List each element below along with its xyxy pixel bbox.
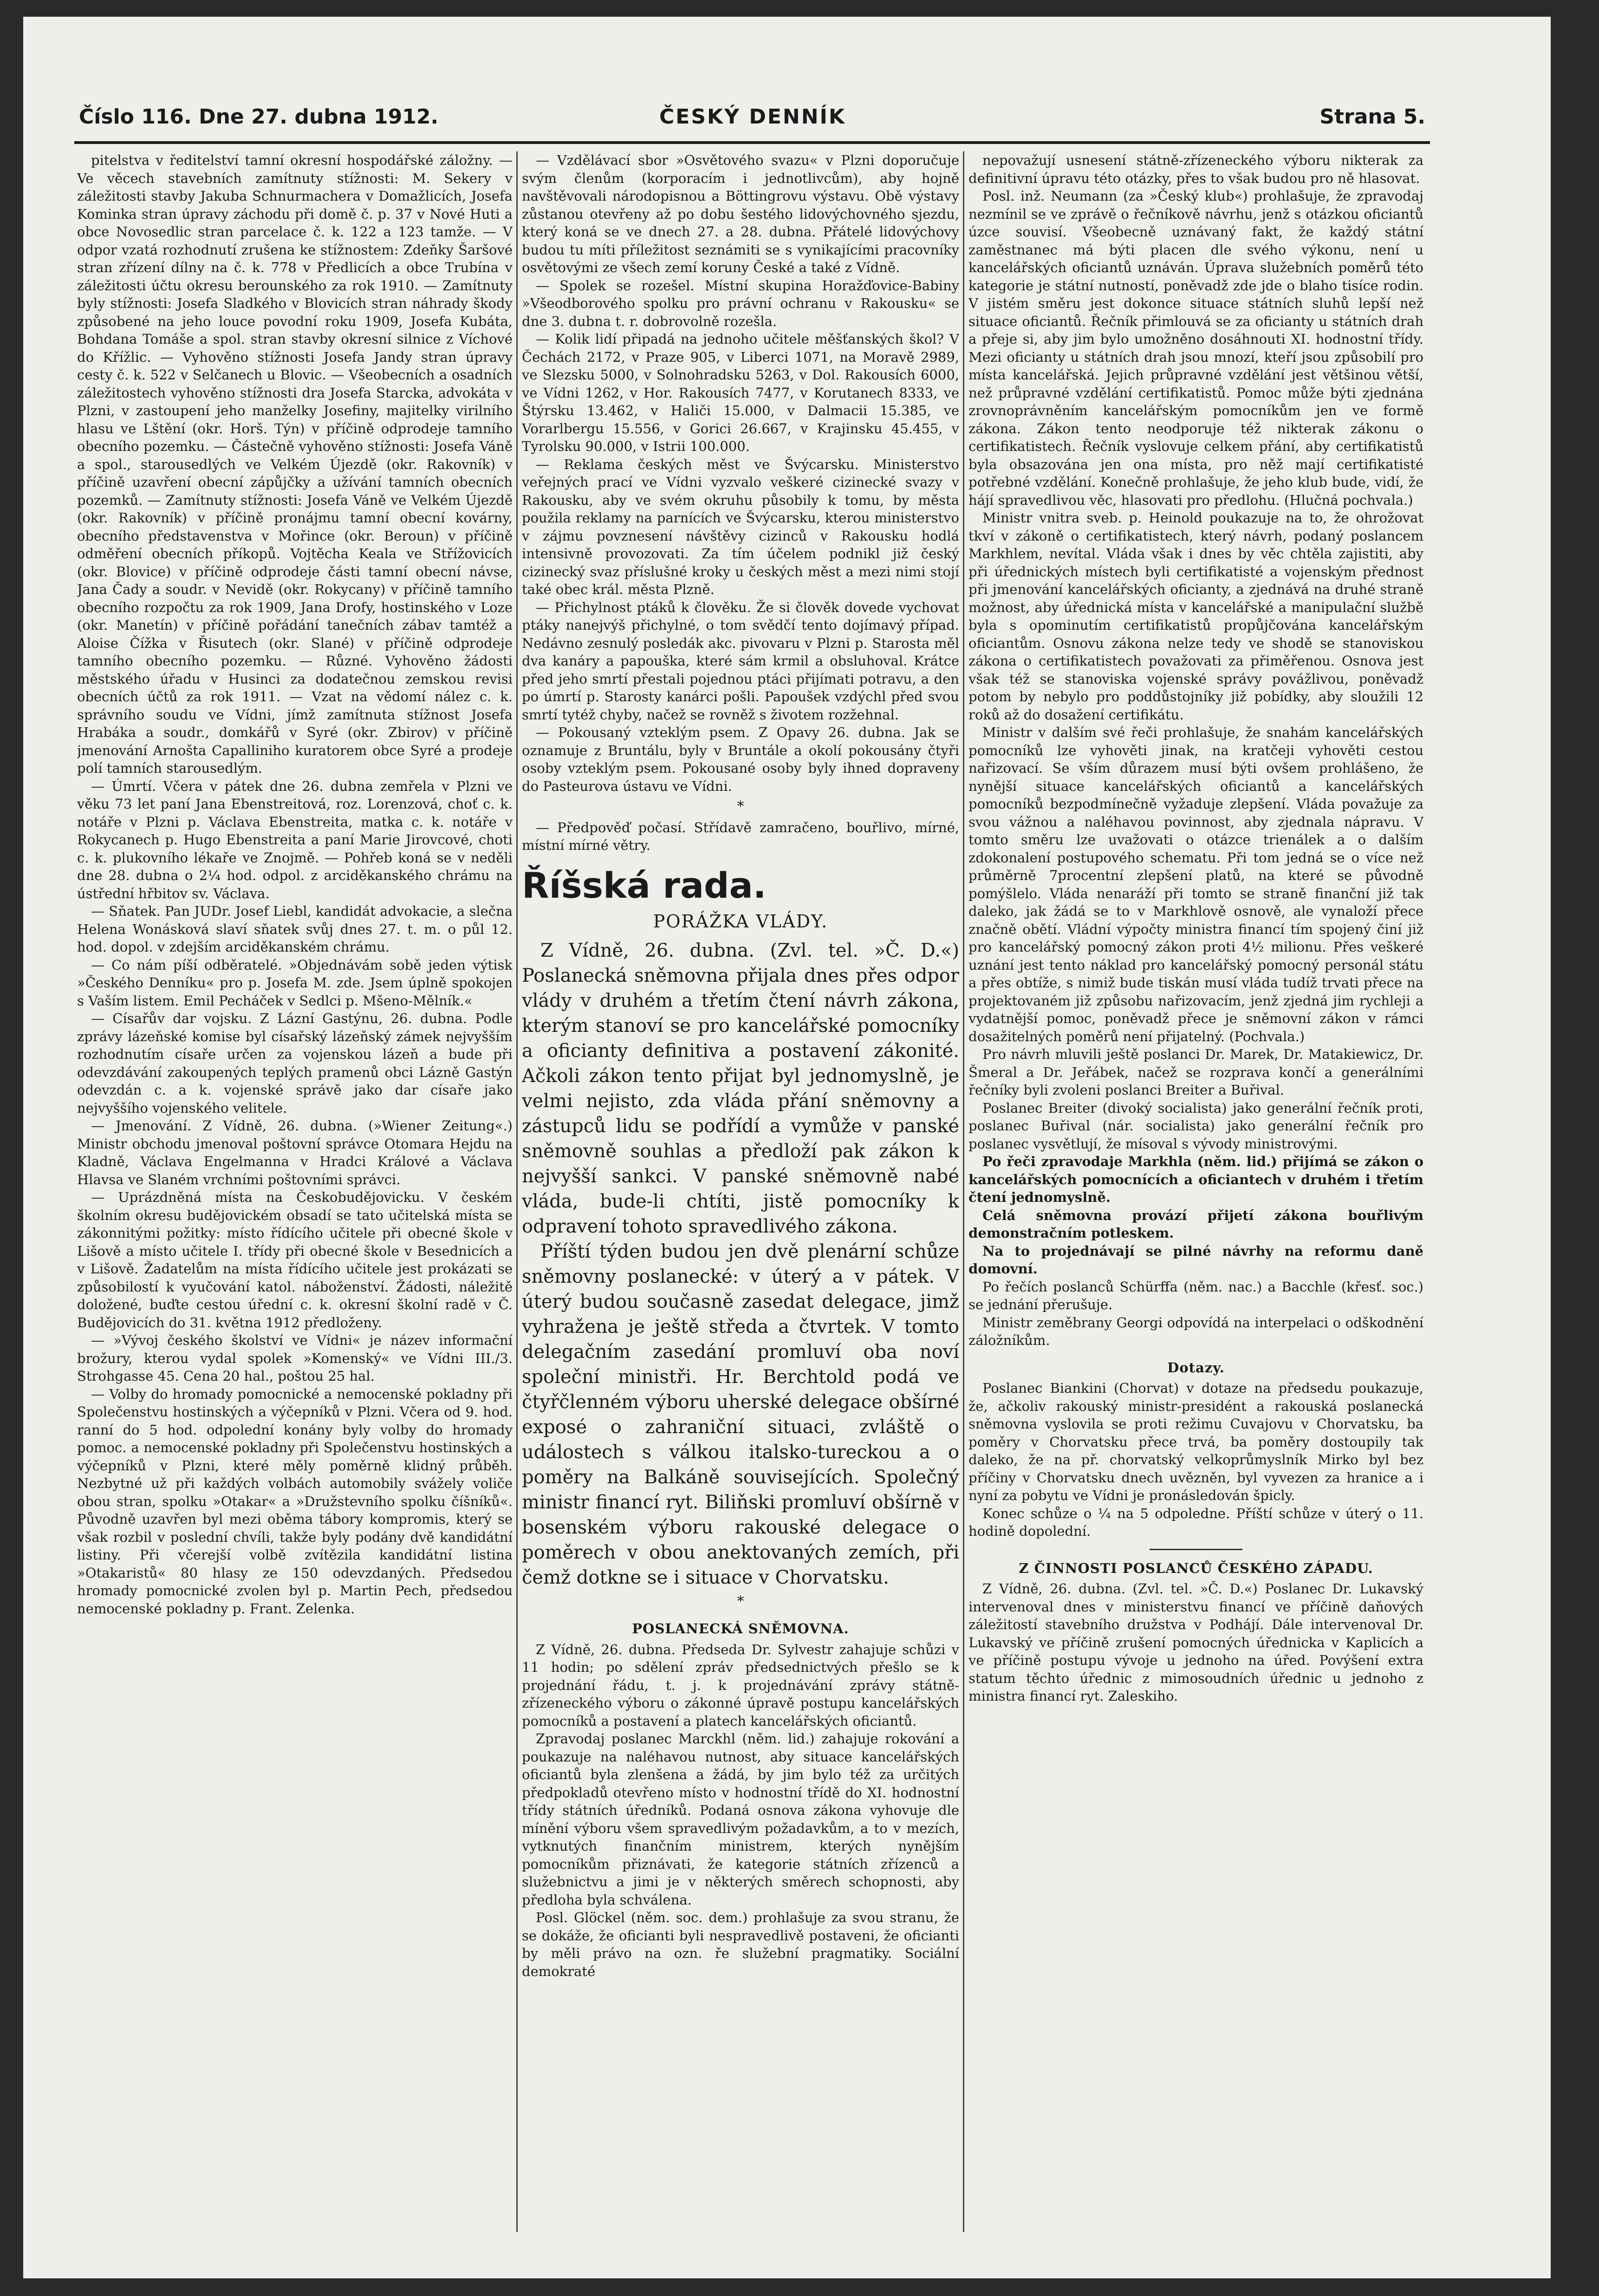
column-3 (968, 151, 1424, 2232)
article-paragraph: Ministr zeměbrany Georgi odpovídá na interpelaci o odškodnění záložníkům. (968, 1314, 1424, 1348)
separator-star: * (737, 798, 744, 815)
column-divider (963, 151, 964, 2232)
article-paragraph: Pro návrh mluvili ještě poslanci Dr. Marek, Dr. Matakiewicz, Dr. Šmeral a Dr. Jeřábek, načež se rozprava končí a generálními řečníky byli zvoleni poslanci Breiter a Buřival. (968, 1046, 1424, 1098)
page-number: Strana 5. (1320, 105, 1425, 129)
article-paragraph: — Přichylnost ptáků k člověku. Že si člověk dovede vychovat ptáky nanejvýš přichylné, o tom svědčí tento dojímavý případ. Nedávno zesnulý posledák akc. pivovaru v Plzni p. Starosta měl dva kanáry a papouška, které sám krmil a obsluhoval. Krátce před jeho smrtí přestali pojednou ptáci přijímati potravu, a den po úmrtí p. Starosty kanárci pošli. Papoušek vzdýchl před svou smrtí tytéž chyby, načež se rovněž s životem rozžehnal. (522, 599, 959, 723)
article-paragraph: Poslanec Biankini (Chorvat) v dotaze na předsedu poukazuje, že, ačkoliv rakouský ministr-presidént a rakouská poslanecká sněmovna vyslovila se proti režimu Cuvajovu v Chorvatsku, ba poměry v Chorvatsku přece trvá, ba poměry dostoupily tak daleko, že na př. chorvatský velkoprůmyslník Mirko byl bez příčiny v Chorvatsku dnech uvězněn, byl vyvezen za hranice a i nyní za pobytu ve Vídni je pronásledován špicly. (968, 1380, 1424, 1503)
article-paragraph: — Co nám píší odběratelé. »Objednávám sobě jeden výtisk »Českého Denníku« pro p. Josefa M. zde. Jsem úplně spokojen s Vaším listem. Emil Pecháček v Sedlci p. Mšeno-Mělník.« (77, 957, 513, 1009)
column-2 (522, 151, 959, 2232)
column-divider (516, 151, 518, 2232)
paper-name: ČESKÝ DENNÍK (659, 105, 846, 129)
article-paragraph: — Reklama českých měst ve Švýcarsku. Ministerstvo veřejných prací ve Vídni vyzvalo veškeré cizinecké svazy v Rakousku, aby ve svém okruhu působily k tomu, by města použila reklamy na parnících ve Švýcarsku, kterou ministerstvo v zájmu povznesení návštěvy cizinců v Rakousku hodlá intensivně provozovati. Za tím účelem podnikl již český cizinecký svaz příslušné kroky u českých měst a mezi nimi stojí také obec král. města Plzně. (522, 456, 959, 597)
article-paragraph: — Vzdělávací sbor »Osvětového svazu« v Plzni doporučuje svým členům (korporacím i jednotlivcům), aby hojně navštěvovali národopisnou a Böttingrovu výstavu. Obě výstavy zůstanou otevřeny až po dobu šestého lidovýchovného sjezdu, který koná se ve dnech 27. a 28. dubna. Přátelé lidovýchovy budou tu míti příležitost seznámiti se s vynikajícími pracovníky osvětovými ze všech zemí koruny České a také z Vídně. (522, 152, 959, 275)
article-paragraph: Z Vídně, 26. dubna. (Zvl. tel. »Č. D.«) Poslanec Dr. Lukavský intervenoval dnes v ministerstvu financí ve příčině daňových záležitostí stavebního družstva v Podhájí. Dále intervenoval Dr. Lukavský ve příčině zrušení pomocných úřednicka v Kaplicích a ve příčině postupu vývoje u jednoho na úřed. Povýšení extra statum těchto úřednic z mimosoudních úřednic u jednoho z ministra financí ryt. Zaleskiho. (968, 1581, 1424, 1704)
lead-article (522, 938, 959, 1590)
article-paragraph: — Předpověď počasí. Střídavě zamračeno, bouřlivo, mírné, místní mírné větry. (522, 819, 959, 853)
article-paragraph: — Uprázdněná místa na Českobudějovicku. V českém školním okresu budějovickém obsadí se tato učitelská místa se zákonnitými požitky: místo řídícího učitele při obecné škole v Lišově a místo učitele I. třídy při obecné škole v Besednicích a v Lišově. Žadatelům na místa řídícího učitele jest prokázati se způsobilostí k vyučování katol. náboženství. Žádosti, náležitě doložené, buďte cestou úřední c. k. okresní školní radě v Č. Budějovicích do 31. května 1912 předloženy. (77, 1189, 513, 1331)
subsection-heading: Dotazy. (1167, 1359, 1225, 1376)
article-paragraph: Na to projednávají se pilné návrhy na reformu daně domovní. (968, 1243, 1424, 1277)
article-paragraph: Zpravodaj poslanec Marckhl (něm. lid.) zahajuje rokování a poukazuje na naléhavou nutnost, aby situace kancelářských oficiantů byla zlenšena a žádá, by jim bylo též za určitých předpokladů otevřeno místo v hodnostní třídě do XI. hodnostní třídy státních úředníků. Podaná osnova zákona vyhovuje dle mínění výboru všem spravedlivým požadavkům, a to v mezích, vytknutých finančním ministrem, kterých nynějším pomocníkům přiznávati, že kategorie státních zřízenců a služebnictvu a jimi je v některých směrech schopnosti, aby předloha byla schválena. (522, 1731, 959, 1908)
article-paragraph: — »Vývoj českého školství ve Vídni« je název informační brožury, kterou vydal spolek »Komenský« ve Vídni III./3. Strohgasse 45. Cena 20 hal., poštou 25 hal. (77, 1332, 513, 1384)
divider (1150, 1549, 1242, 1550)
issue-date: Číslo 116. Dne 27. dubna 1912. (79, 105, 439, 129)
article-paragraph: Poslanec Breiter (divoký socialista) jako generální řečník proti, poslanec Buřival (nár. socialista) jako generální řečník pro poslanec vysvětlují, že mísoval s vývody ministrovými. (968, 1100, 1424, 1152)
article-paragraph: nepovažují usnesení státně-zřízeneckého výboru nikterak za definitivní úpravu této otázky, přes to však budou pro ně hlasovat. (968, 152, 1424, 186)
header-rule (74, 141, 1430, 144)
article-paragraph: pitelstva v ředitelství tamní okresní hospodářské záložny. — Ve věcech stavebních zamítnuty stížnosti: M. Sekery v záležitosti stavby Jakuba Schnurmachera v Domažlicích, Josefa Kominka stran úpravy záchodu při domě č. p. 37 v Nové Huti a obce Novosedlic stran parcelace č. k. 122 a 123 tamže. — V odpor vzatá rozhodnutí zrušena ke stížnostem: Zdeňky Šaršové stran zřízení dílny na č. k. 778 v Předlicích a obce Trubína v záležitosti účtu okresu berounského za rok 1910. — Zamítnuty byly stížnosti: Josefa Sladkého v Blovicích stran náhrady škody způsobené na jeho louce povodní roku 1909, Josefa Kubáta, Bohdana Tomáše a spol. stran stavby okresní silnice z Víchové do Křížlic. — Vyhověno stížnosti Josefa Jandy stran úpravy cesty č. k. 522 v Selčanech u Blovic. — Všeobecních a osadních záležitostech vyhověno stížnosti dra Josefa Starcka, advokáta v Plzni, v zastoupení jeho manželky Josefiny, majitelky virilního hlasu ve Lštění (okr. Horš. Týn) v příčině odprodeje tamního obecního pozemku. — Částečně vyhověno stížnosti: Josefa Váně a spol., starousedlých ve Velkém Újezdě (okr. Rakovník) v příčině uzavření obecní zápůjčky a užívání tamních obecních pozemků. — Zamítnuty stížnosti: Josefa Váně ve Velkém Újezdě (okr. Rakovník) v příčině pronájmu tamní obecní kovárny, obecního představenstva v Mořince (okr. Beroun) v příčině odměření obecních příkopů. Vojtěcha Keala ve Střížovicích (okr. Blovice) v příčině odprodeje části tamní obecní návse, Jana Čady a soudr. v Nevidě (okr. Rokycany) v příčině tamního obecního rozpočtu za rok 1909, Jana Drofy, hostinského v Loze (okr. Manetín) v příčině pořádání tanečních zábav tamtéž a Aloise Čížka v Řisutech (okr. Slané) v příčině odprodeje tamního obecního pozemku. — Různé. Vyhověno žádosti městského úřadu v Husinci za dodatečnou zemskou revisi obecních účtů za rok 1911. — Vzat na vědomí nález c. k. správního soudu ve Vídni, jímž zamítnuta stížnost Josefa Hrabáka a soudr., domkářů v Syré (okr. Zbirov) v příčině jmenování Arnošta Capalliniho kuratorem obce Syré a prodeje polí tamních starousedlým. (77, 152, 513, 776)
article-paragraph: — Volby do hromady pomocnické a nemocenské pokladny při Společenstvu hostinských a výčepníků v Plzni. Včera od 9. hod. ranní do 5 hod. odpolední konány byly volby do hromady pomoc. a nemocenské pokladny při Společenstvu hostinských a výčepníků v Plzni, které měly poměrně klidný průběh. Nezbytné už při každých volbách automobily svážely voliče obou stran, spolku »Otakar« a »Družstevního spolku číšníků«. Původně uzavřen byl mezi oběma tábory kompromis, který se však rozbil v poslední chvíli, takže byly podány dvě kandidátní listiny. Při včerejší volbě zvítězila kandidátní listina »Otakaristů« 80 hlasy ze 150 odevzdaných. Předsedou hromady pomocnické zvolen byl p. Martin Pech, předsedou nemocenské pokladny p. Frant. Zelenka. (77, 1386, 513, 1617)
article-paragraph: Celá sněmovna provází přijetí zákona bouřlivým demonstračním potleskem. (968, 1207, 1424, 1241)
article-heading: PORÁŽKA VLÁDY. (653, 911, 828, 932)
article-paragraph: Z Vídně, 26. dubna. Předseda Dr. Sylvestr zahajuje schůzi v 11 hodin; po sdělení zpráv předsednictvých přešlo se k projednání řádu, t. j. k projednávání zprávy státně-zřízeneckého výboru o zákonné úpravě postupu kancelářských pomocníků a postavení a platech kancelářských oficiantů. (522, 1641, 959, 1729)
subsection-heading: Z ČINNOSTI POSLANCŮ ČESKÉHO ZÁPADU. (1019, 1560, 1373, 1576)
subsection-heading: POSLANECKÁ SNĚMOVNA. (632, 1621, 849, 1637)
separator-star: * (737, 1593, 744, 1610)
article-paragraph: — Sňatek. Pan JUDr. Josef Liebl, kandidát advokacie, a slečna Helena Wonásková slaví sňatek svůj dnes 27. t. m. o půl 12. hod. dopol. v zdejším arciděkanském chrámu. (77, 903, 513, 955)
article-paragraph: — Úmrtí. Včera v pátek dne 26. dubna zemřela v Plzni ve věku 73 let paní Jana Ebenstreitová, roz. Lorenzová, choť c. k. notáře v Plzni p. Václava Ebenstreita, matka c. k. notáře v Rokycanech p. Hugo Ebenstreita a paní Marie Jirovcové, choti c. k. plukovního lékaře ve Znojmě. — Pohřeb koná se v neděli dne 28. dubna o 2¼ hod. odpol. z arciděkanského chrámu na ústřední hřbitov sv. Václava. (77, 778, 513, 901)
article-paragraph: Po řeči zpravodaje Markhla (něm. lid.) přijímá se zákon o kancelářských pomocnících a oficiantech v druhém i třetím čtení jednomyslně. (968, 1154, 1424, 1205)
article-paragraph: — Kolik lidí připadá na jednoho učitele měšťanských škol? V Čechách 2172, v Praze 905, v Liberci 1071, na Moravě 2989, ve Slezsku 5000, v Solnohradsku 5263, v Dol. Rakousích 6000, ve Vídni 1262, v Hor. Rakousích 7477, v Korutanech 8333, ve Štýrsku 13.462, v Haliči 15.000, v Dalmacii 15.385, ve Vorarlbergu 15.556, v Gorici 26.667, v Krajinsku 45.455, v Tyrolsku 90.000, v Istrii 100.000. (522, 331, 959, 454)
newspaper-page (23, 17, 1551, 2278)
article-paragraph: — Jmenování. Z Vídně, 26. dubna. (»Wiener Zeitung«.) Ministr obchodu jmenoval poštovní správce Otomara Hejdu na Kladně, Václava Engelmanna v Hradci Králové a Václava Hlavsa ve Slaném vrchními poštovními správci. (77, 1118, 513, 1187)
section-heading: Říšská rada. (522, 864, 767, 906)
lead-paragraph: Z Vídně, 26. dubna. (Zvl. tel. »Č. D.«) Poslanecká sněmovna přijala dnes přes odpor vlády v druhém a třetím čtení návrh zákona, kterým stanoví se pro kancelářské pomocníky a oficianty definitiva a postavení zákonité. Ačkoli zákon tento přijat byl jednomyslně, je velmi nejisto, zda vláda přání sněmovny a zástupců lidu se podřídí a vymůže v panské sněmovně souhlas a předloží pak zákon k nejvyšší sankci. V panské sněmovně nabé vláda, bude-li chtíti, jistě pomocníky k odpravení tohoto spravedlivého zákona. (522, 939, 959, 1237)
lead-paragraph: Příští týden budou jen dvě plenární schůze sněmovny poslanecké: v úterý a v pátek. V úterý budou současně zasedat delegace, jimž vyhražena je ještě středa a čtvrtek. V tomto delegačním zasedání promluví oba noví společní ministři. Hr. Berchtold podá ve čtyřčlenném výboru uherské delegace obšírné exposé o zahraniční situaci, zvláště o událostech s válkou italsko-tureckou a o poměry na Balkáně souvisejících. Společný ministr financí ryt. Biliňski promluví obšírně v bosenském výboru rakouské delegace o poměrech v obou anektovaných zemích, při čemž dotkne se i situace v Chorvatsku. (522, 1240, 959, 1588)
article-paragraph: Ministr v dalším své řeči prohlašuje, že snahám kancelářských pomocníků lze vyhověti jinak, na kratčeji vyhověti cestou nařizovací. Se vším důrazem musí býti ovšem prohlášeno, že nynější situace kancelářských oficiantů a kancelářských pomocníků bezpodmínečně vyžaduje zlepšení. Vláda považuje za svou vážnou a naléhavou povinnost, aby zjednala nápravu. V tomto směru lze uvažovati o otázce trienálek a o dalším zdokonalení postupového schematu. Při tom jedná se o více než průměrně 7procentní zlepšení platů, na které se původně pomýšlelo. Vláda nenaráží při tomto se straně finanční již tak daleko, jak žádá se to v Markhlově osnově, ale vynaloží přece značně obětí. Vládní výpočty ministra financí tím spojený činí již pro kancelářský pomocný zákon proti 4½ milionu. Přes veškeré uznání jest tento náklad pro kancelářský pomocný personál státu a přes obtíže, s nimiž bude tiskán musí vláda tudíž trvati přece na projektovaném již způsobu nařizovacím, jenž zjedná jim rychleji a vydatnější pomoc, poněvadž přece je sněmovní zákon v rámci dosažitelných poměrů není přijatelný. (Pochvala.) (968, 724, 1424, 1044)
masthead (79, 105, 1425, 137)
article-paragraph: — Pokousaný vzteklým psem. Z Opavy 26. dubna. Jak se oznamuje z Bruntálu, byly v Bruntále a okolí pokousány čtyři osoby vzteklým psem. Pokousané osoby byly ihned dopraveny do Pasteurova ústavu ve Vídni. (522, 724, 959, 794)
article-paragraph: Ministr vnitra sveb. p. Heinold poukazuje na to, že ohrožovat tkví v zákoně o certifikatistech, který návrh, podaný poslancem Markhlem, nevítal. Vláda však i dnes by věc chtěla zajistiti, aby při úřednických místech byli certifikatisté a vojenským přednost při jmenování kancelářských oficianty, a zjednává na druhé straně možnost, aby úřednická místa v kancelářské a manipulační službě byla s opominutím certifikatistů propůjčována kancelářským oficiantům. Osnovu zákona nelze tedy ve shodě se stanoviskou zákona o certifikatistech považovati za přiměřenou. Osnova jest však též se stanoviska vojenské správy povážlivou, poněvadž potom by nebylo pro poddůstojníky již pobídky, aby sloužili 12 roků až do dosažení certifikátu. (968, 510, 1424, 723)
article-paragraph: Po řečích poslanců Schürffa (něm. nac.) a Bacchle (křesť. soc.) se jednání přerušuje. (968, 1278, 1424, 1312)
column-1 (77, 151, 513, 2232)
article-paragraph: Posl. inž. Neumann (za »Český klub«) prohlašuje, že zpravodaj nezmínil se ve zprávě o řečníkově návrhu, jenž s otázkou oficiantů úzce souvisí. Všeobecně uznávaný fakt, že každý státní zaměstnanec má býti placen dle svého výkonu, není u kancelářských oficiantů uznáván. Úprava služebních poměrů této kategorie je státní nutností, poněvadž zde jde o blaho tisíce rodin. V jistém směru jest dokonce situace státních sluhů lepší než situace oficiantů. Řečník přimlouvá se za oficianty u státních drah a přeje si, aby jim bylo umožněno dosáhnouti XI. hodnostní třídy. Mezi oficianty u státních drah jsou mnozí, kteří jsou způsobilí pro místa kancelářská. Jejich průpravné vzdělání jest většinou větší, než průpravné vzdělání certifikatistů. Pomoc může býti zjednána zrovnoprávněním kancelářským pomocníkům jen ve formě zákona. Zákon tento neodporuje též nikterak zákonu o certifikatistech. Řečník vyslovuje celkem přání, aby certifikatistů byla obsazována jen ona místa, pro něž mají certifikatisté potřebné vzdělání. Konečně prohlašuje, že jeho klub bude, vidí, že hájí spravedlivou věc, hlasovati pro předlohu. (Hlučná pochvala.) (968, 188, 1424, 508)
article-paragraph: — Císařův dar vojsku. Z Lázní Gastýnu, 26. dubna. Podle zprávy lázeňské komise byl císařský lázeňský zámek nejvyšším rozhodnutím císaře určen za vojenskou lázeň a bude při odevzdávání zakoupených teplých pramenů obci Lázně Gastýn odevzdán c. a k. vojenské správě jako dar císaře jako nejvyššího vojenského velitele. (77, 1011, 513, 1116)
article-paragraph: Posl. Glöckel (něm. soc. dem.) prohlašuje za svou stranu, že se dokáže, že oficianti byli nespravedlivě postaveni, že oficianti by měli právo na ozn. ře služební pragmatiky. Sociální demokraté (522, 1910, 959, 1979)
article-paragraph: Konec schůze o ¼ na 5 odpoledne. Příští schůze v úterý o 11. hodině dopolední. (968, 1505, 1424, 1539)
article-paragraph: — Spolek se rozešel. Místní skupina Horažďovice-Babiny »Všeodborového spolku pro právní ochranu v Rakousku« se dne 3. dubna t. r. dobrovolně rozešla. (522, 277, 959, 329)
